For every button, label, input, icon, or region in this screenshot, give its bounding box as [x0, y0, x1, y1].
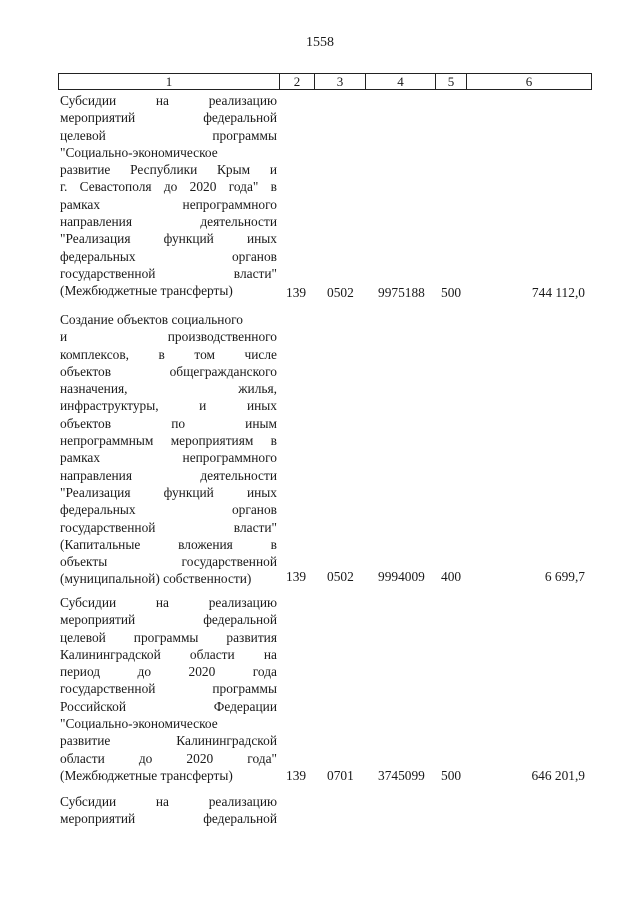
cell-col6: 6 699,7	[544, 569, 585, 584]
description-line: государственной власти"	[60, 519, 277, 535]
description-line: рамках непрограммного	[60, 450, 277, 466]
description-line: Субсидии на реализацию	[60, 794, 277, 809]
description-line: назначения, жилья,	[60, 381, 277, 397]
description-line: Калининградской области на	[60, 646, 277, 662]
cell-col6: 744 112,0	[531, 285, 585, 300]
description-line: "Социально-экономическое	[60, 144, 218, 160]
row-description	[60, 92, 277, 300]
cell-col3: 0502	[327, 569, 354, 584]
cell-col4: 9994009	[378, 569, 425, 584]
description-line: Субсидии на реализацию	[60, 93, 277, 108]
description-line: государственной программы	[60, 681, 277, 697]
column-header-1: 1	[58, 73, 280, 90]
description-line: федеральных органов	[60, 502, 277, 518]
description-line: мероприятий федеральной	[60, 612, 277, 628]
description-line: (муниципальной) собственности)	[60, 571, 252, 587]
description-line: объектов общегражданского	[60, 363, 277, 379]
cell-col2: 139	[286, 285, 307, 300]
column-header-3: 3	[314, 73, 366, 90]
description-line: непрограммным мероприятиям в	[60, 433, 277, 449]
description-line: государственной власти"	[60, 265, 277, 281]
description-line: период до 2020 года	[60, 664, 277, 680]
description-line: направления деятельности	[60, 214, 277, 230]
description-line: инфраструктуры, и иных	[60, 398, 277, 414]
description-line: комплексов, в том числе	[60, 346, 277, 362]
row-description	[60, 793, 277, 828]
description-line: мероприятий федеральной	[60, 110, 277, 126]
cell-col2: 139	[286, 569, 307, 584]
description-line: Создание объектов социального	[60, 312, 244, 327]
description-line: целевой программы развития	[60, 629, 277, 645]
description-line: федеральных органов	[60, 248, 277, 264]
cell-col5: 400	[441, 569, 462, 584]
description-line: (Межбюджетные трансферты)	[60, 283, 233, 299]
description-line: объектов по иным	[60, 415, 277, 431]
description-line: мероприятий федеральной	[60, 811, 277, 827]
description-line: "Реализация функций иных	[60, 231, 277, 247]
cell-col3: 0701	[327, 768, 354, 783]
column-header-2: 2	[279, 73, 315, 90]
row-description	[60, 311, 277, 588]
cell-col5: 500	[441, 768, 462, 783]
description-line: направления деятельности	[60, 467, 277, 483]
description-line: "Реализация функций иных	[60, 484, 277, 500]
cell-col5: 500	[441, 285, 462, 300]
description-line: (Межбюджетные трансферты)	[60, 767, 233, 783]
column-header-5: 5	[435, 73, 467, 90]
column-header-4: 4	[365, 73, 436, 90]
description-line: и производственного	[60, 329, 277, 345]
description-line: "Социально-экономическое	[60, 716, 218, 732]
row-description	[60, 594, 277, 784]
description-line: целевой программы	[60, 127, 277, 143]
description-line: области до 2020 года"	[60, 750, 277, 766]
cell-col3: 0502	[327, 285, 354, 300]
description-line: объекты государственной	[60, 554, 277, 570]
description-line: г. Севастополя до 2020 года" в	[60, 179, 277, 195]
cell-col4: 9975188	[378, 285, 425, 300]
description-line: Субсидии на реализацию	[60, 595, 277, 610]
cell-col6: 646 201,9	[531, 768, 585, 783]
description-line: Российской Федерации	[60, 698, 277, 714]
page-number: 1558	[306, 35, 334, 50]
column-header-6: 6	[466, 73, 592, 90]
cell-col4: 3745099	[378, 768, 425, 783]
description-line: развитие Республики Крым и	[60, 162, 277, 178]
cell-col2: 139	[286, 768, 307, 783]
description-line: рамках непрограммного	[60, 196, 277, 212]
description-line: (Капитальные вложения в	[60, 536, 277, 552]
description-line: развитие Калининградской	[60, 733, 277, 749]
